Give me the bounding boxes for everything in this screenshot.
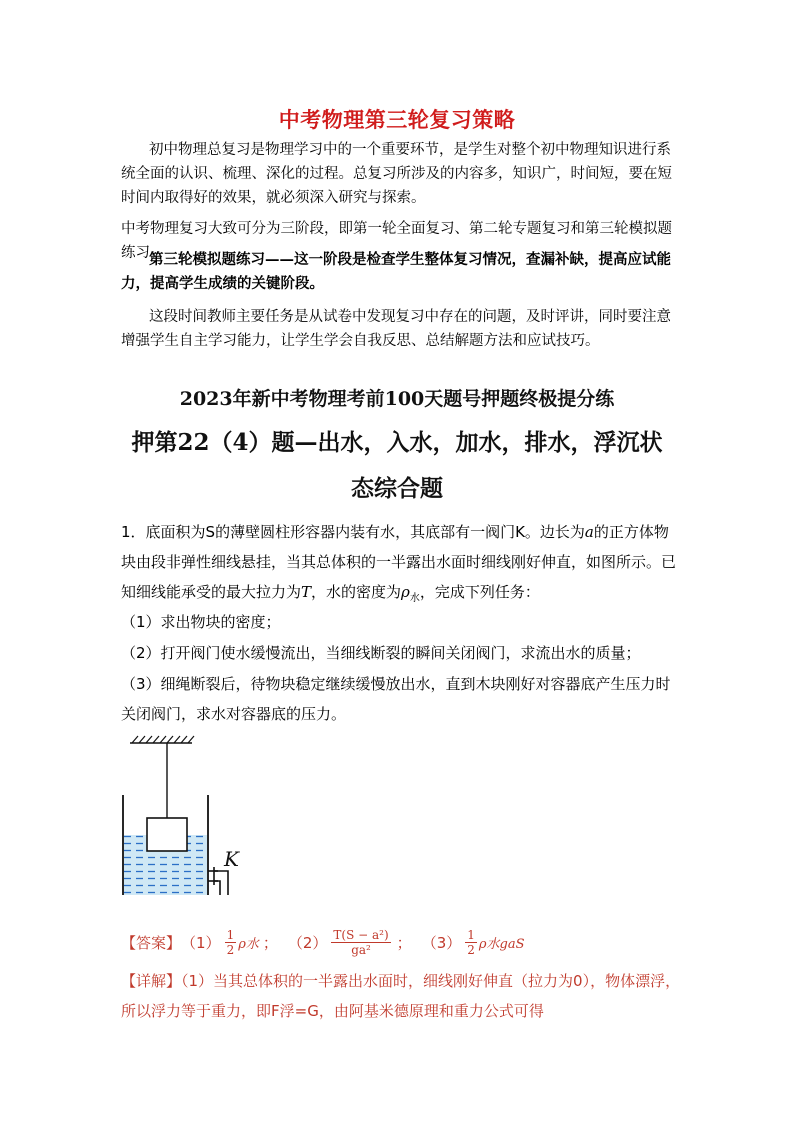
stem-part-d: ，完成下列任务： [419, 583, 540, 601]
container-diagram [110, 735, 260, 895]
block [147, 818, 187, 851]
task-1: （1）求出物块的密度； [121, 613, 281, 631]
task-3: （3）细绳断裂后，待物块稳定继续缓慢放出水，直到木块刚好对容器底产生压力时关闭阀门，求水对容器底的压力。 [121, 675, 671, 723]
answer-line [121, 928, 525, 957]
intro-paragraph-3: 第三轮模拟题练习——这一阶段是检查学生整体复习情况，查漏补缺，提高应试能力，提高学生成绩的关键阶段。 [121, 251, 671, 292]
valve-label: K [224, 847, 239, 871]
answer-tag: 【答案】 [121, 934, 182, 952]
intro-paragraph-1: 初中物理总复习是物理学习中的一个重要环节，是学生对整个初中物理知识进行系统全面的认识、梳理、深化的过程。总复习所涉及的内容多，知识广，时间短，要在短时间内取得好的效果，就必须深入研究与探索。 [121, 142, 672, 206]
variable-T: T [301, 583, 312, 601]
topic-heading-line-2: 态综合题 [351, 475, 443, 502]
variable-rho: ρ [401, 583, 410, 601]
page-title: 中考物理第三轮复习策略 [278, 108, 516, 132]
topic-heading-line-1: 押第22（4）题—出水，入水，加水，排水，浮沉状 [131, 429, 663, 456]
answer-separator: ； [262, 934, 278, 952]
answer-3-tail: ρ水gaS [478, 937, 525, 952]
task-2: （2）打开阀门使水缓慢流出，当细线断裂的瞬间关闭阀门，求流出水的质量； [121, 644, 641, 662]
detail-paragraph: 【详解】（1）当其总体积的一半露出水面时，细线刚好伸直（拉力为0），物体漂浮，所以浮力等于重力，即F浮=G，由阿基米德原理和重力公式可得 [121, 972, 681, 1020]
answer-2-number: （2） [287, 934, 328, 952]
answer-1-number: （1） [181, 934, 221, 952]
ceiling-hatch [132, 736, 194, 743]
intro-paragraph-2: 中考物理复习大致可分为三阶段，即第一轮全面复习、第二轮专题复习和第三轮模拟题练习。 [121, 221, 672, 261]
stem-part-c: ，水的密度为 [311, 583, 402, 601]
variable-a: a [584, 523, 594, 541]
answer-3-fraction: $\frac{1}{2}$ [467, 928, 475, 957]
stem-part-a: 1．底面积为S的薄壁圆柱形容器内装有水，其底部有一阀门K。边长为 [121, 523, 585, 541]
intro-paragraph-4: 这段时间教师主要任务是从试卷中发现复习中存在的问题，及时评讲，同时要注意增强学生自主学习能力，让学生学会自我反思、总结解题方法和应试技巧。 [121, 309, 671, 349]
answer-3-number: （3） [421, 934, 462, 952]
answer-separator: ； [396, 934, 412, 952]
stem-part-b: 的正方体物块由段非弹性细线悬挂，当其总体积的一半露出水面时细线刚好伸直，如图所示。已知细线能承受的最大拉力为 [121, 523, 677, 601]
section-heading: 2023年新中考物理考前100天题号押题终极提分练 [179, 388, 615, 410]
answer-1-fraction: $\frac{1}{2}$ [226, 928, 235, 957]
valve [208, 867, 228, 895]
question-stem [121, 517, 681, 614]
answer-1-tail: ρ水 [238, 937, 259, 952]
answer-2-fraction: $\frac{\text{T(S − a²)}}{\text{ga²}}$ [333, 928, 389, 957]
rho-subscript: 水 [409, 593, 420, 604]
